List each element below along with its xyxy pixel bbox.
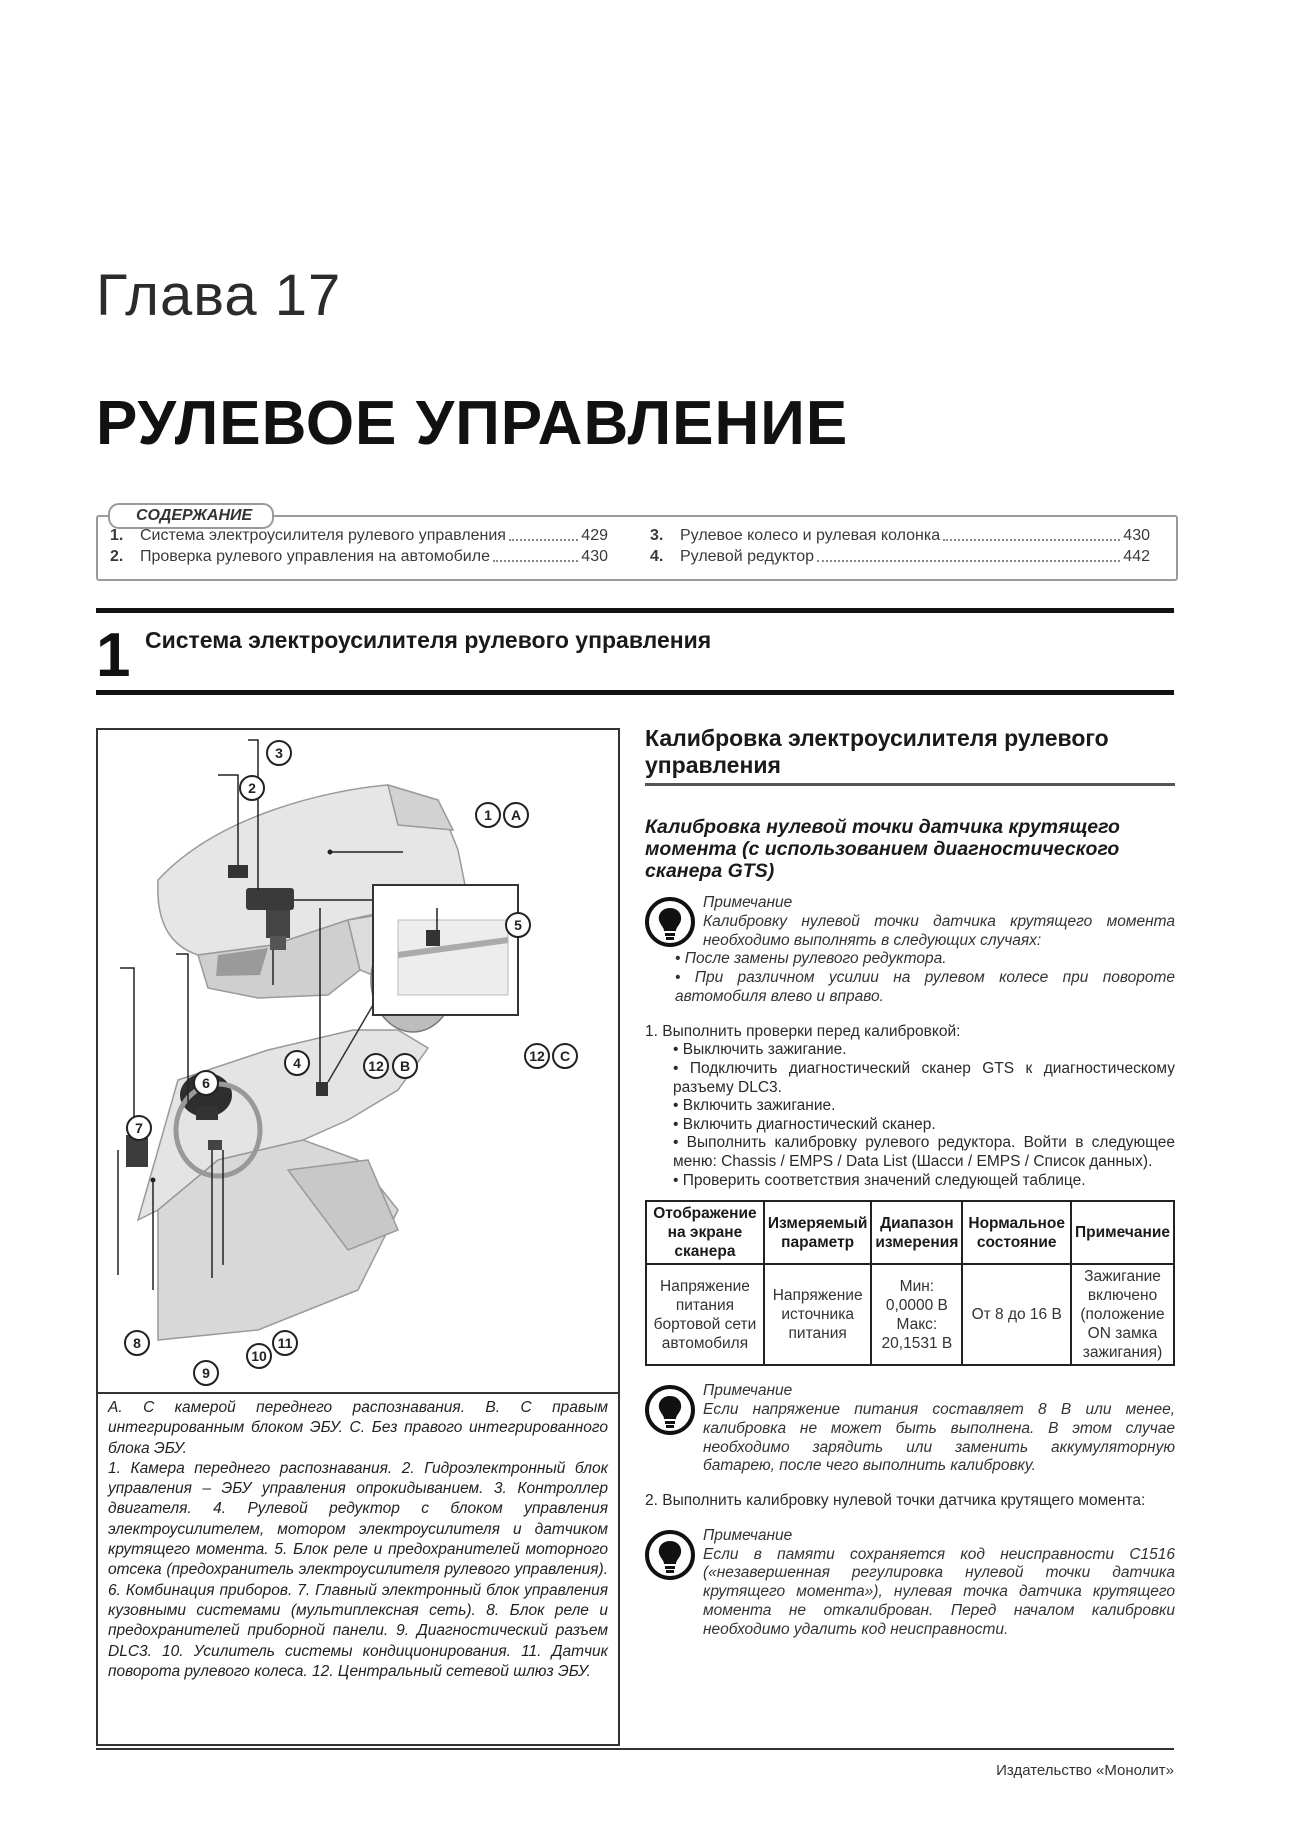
- callout-7: 7: [126, 1115, 152, 1141]
- contents-text: Рулевое колесо и рулевая колонка: [680, 527, 941, 544]
- contents-num: 1.: [110, 527, 124, 544]
- note-text: Если в памяти сохраняется код неисправности C1516 («незавершенная регулировка нулевой точки датчика крутящего момента»), нулевая точка датчика крутящего момента не откалиброван. Перед началом калибровки необходимо удалить код неисправности.: [703, 1545, 1175, 1638]
- callout-12: 12: [524, 1043, 550, 1069]
- step-1-bullet: • Выключить зажигание.: [673, 1041, 847, 1059]
- calibration-heading: Калибровка электроусилителя рулевого управления: [645, 725, 1109, 778]
- contents-num: 4.: [650, 548, 664, 565]
- lightbulb-icon: [645, 1530, 695, 1580]
- contents-item[interactable]: [110, 547, 608, 567]
- contents-page: 429: [581, 527, 608, 544]
- heading-rule: [645, 783, 1175, 786]
- right-column: [645, 725, 1175, 1639]
- step-1: 1. Выполнить проверки перед калибровкой:: [645, 1022, 961, 1040]
- note-bullet: • При различном усилии на рулевом колесе при повороте автомобиля влево и вправо.: [675, 969, 1175, 1005]
- contents-text: Проверка рулевого управления на автомобиле: [140, 548, 490, 565]
- leader-dots: [817, 547, 1120, 562]
- callout-9: 9: [193, 1360, 219, 1386]
- callout-4: 4: [284, 1050, 310, 1076]
- table-cell: Напряжение питания бортовой сети автомобиля: [646, 1264, 764, 1365]
- callout-c: C: [552, 1043, 578, 1069]
- contents-page: 442: [1123, 548, 1150, 565]
- table-cell: Мин: 0,0000 В Макс: 20,1531 В: [871, 1264, 962, 1365]
- note-lead: Калибровку нулевой точки датчика крутящего момента необходимо выполнять в следующих случаях:: [703, 912, 1175, 949]
- contents-page: 430: [581, 548, 608, 565]
- section-top-rule: [96, 608, 1174, 613]
- table-cell: Напряжение источника питания: [764, 1264, 872, 1365]
- leader-dots: [493, 547, 578, 562]
- callout-5: 5: [505, 912, 531, 938]
- section-number: 1: [96, 621, 131, 690]
- note-label: Примечание: [703, 894, 793, 911]
- figure-caption-divider: [96, 1392, 620, 1394]
- lightbulb-icon: [645, 1385, 695, 1435]
- callout-b: B: [392, 1053, 418, 1079]
- callout-a: A: [503, 802, 529, 828]
- table-header: Нормальное состояние: [962, 1201, 1071, 1264]
- note-2: [645, 1382, 1175, 1476]
- section-bottom-rule: [96, 690, 1174, 695]
- contents-num: 2.: [110, 548, 124, 565]
- publisher-footer: Издательство «Монолит»: [996, 1762, 1174, 1779]
- note-text: Если напряжение питания составляет 8 В или менее, калибровка не может быть выполнена. В этом случае необходимо зарядить или заменить аккумуляторную батарею, после чего выполнить калибровку.: [703, 1400, 1175, 1475]
- note-label: Примечание: [703, 1382, 793, 1400]
- caption-variants: A. С камерой переднего распознавания. B. С правым интегрированным блоком ЭБУ. C. Без правого интегрированного блока ЭБУ.: [108, 1399, 608, 1457]
- table-header: Диапазон измерения: [871, 1201, 962, 1264]
- note-1: [645, 894, 1175, 1007]
- table-header: Примечание: [1071, 1201, 1174, 1264]
- leader-dots: [943, 526, 1120, 541]
- contents-label: СОДЕРЖАНИЕ: [108, 503, 274, 529]
- callout-11: 11: [272, 1330, 298, 1356]
- step-1-bullet: • Включить зажигание.: [673, 1097, 836, 1115]
- contents-text: Рулевой редуктор: [680, 548, 815, 565]
- contents-page: 430: [1123, 527, 1150, 544]
- table-row: [646, 1264, 1174, 1365]
- calibration-subheading: Калибровка нулевой точки датчика крутящего момента (с использованием диагностического сканера GTS): [645, 816, 1120, 882]
- step-1-bullet: • Включить диагностический сканер.: [673, 1115, 936, 1133]
- page-title: РУЛЕВОЕ УПРАВЛЕНИЕ: [96, 389, 849, 458]
- contents-item[interactable]: [110, 526, 608, 546]
- callout-6: 6: [193, 1070, 219, 1096]
- callout-2: 2: [239, 775, 265, 801]
- step-2: 2. Выполнить калибровку нулевой точки датчика крутящего момента:: [645, 1492, 1146, 1510]
- step-1-bullet: • Выполнить калибровку рулевого редуктора. Войти в следующее меню: Chassis / EMPS / Data List (Шасси / EMPS / Список данных).: [673, 1134, 1175, 1170]
- note-label: Примечание: [703, 1526, 793, 1544]
- callout-8: 8: [124, 1330, 150, 1356]
- table-cell: Зажигание включено (положение ON замка зажигания): [1071, 1264, 1174, 1365]
- step-1-bullet: • Проверить соответствия значений следующей таблице.: [673, 1171, 1086, 1189]
- section-title: Система электроусилителя рулевого управления: [145, 627, 712, 653]
- lightbulb-icon: [645, 897, 695, 947]
- footer-rule: [96, 1748, 1174, 1750]
- callout-10: 10: [246, 1343, 272, 1369]
- table-cell: От 8 до 16 В: [962, 1264, 1071, 1365]
- callout-12: 12: [363, 1053, 389, 1079]
- caption-legend: 1. Камера переднего распознавания. 2. Гидроэлектронный блок управления – ЭБУ управления опрокидыванием. 3. Контроллер двигателя. 4. Рулевой редуктор с блоком управления электроусилителем, мотором электроусилителя и датчиком крутящего момента. 5. Блок реле и предохранителей моторного отсека (предохранитель электроусилителя рулевого управления). 6. Комбинация приборов. 7. Главный электронный блок управления кузовными системами (мультиплексная сеть). 8. Блок реле и предохранителей приборной панели. 9. Диагностический разъем DLC3. 10. Усилитель системы кондиционирования. 11. Датчик поворота рулевого колеса. 12. Центральный сетевой шлюз ЭБУ.: [108, 1459, 608, 1680]
- contents-text: Система электроусилителя рулевого управления: [140, 527, 506, 544]
- table-header-row: [646, 1201, 1174, 1264]
- contents-item[interactable]: [650, 547, 1150, 567]
- note-3: [645, 1527, 1175, 1640]
- callout-3: 3: [266, 740, 292, 766]
- step-1-bullet: • Подключить диагностический сканер GTS к диагностическому разъему DLC3.: [673, 1059, 1175, 1096]
- table-header: Отображение на экране сканера: [646, 1201, 764, 1264]
- contents-num: 3.: [650, 527, 664, 544]
- leader-dots: [509, 526, 578, 541]
- callout-1: 1: [475, 802, 501, 828]
- note-bullet: • После замены рулевого редуктора.: [675, 950, 947, 968]
- spec-table: [645, 1200, 1175, 1366]
- contents-item[interactable]: [650, 526, 1150, 546]
- figure-caption: [108, 1398, 608, 1682]
- chapter-label: Глава 17: [96, 263, 342, 328]
- table-header: Измеряемый параметр: [764, 1201, 872, 1264]
